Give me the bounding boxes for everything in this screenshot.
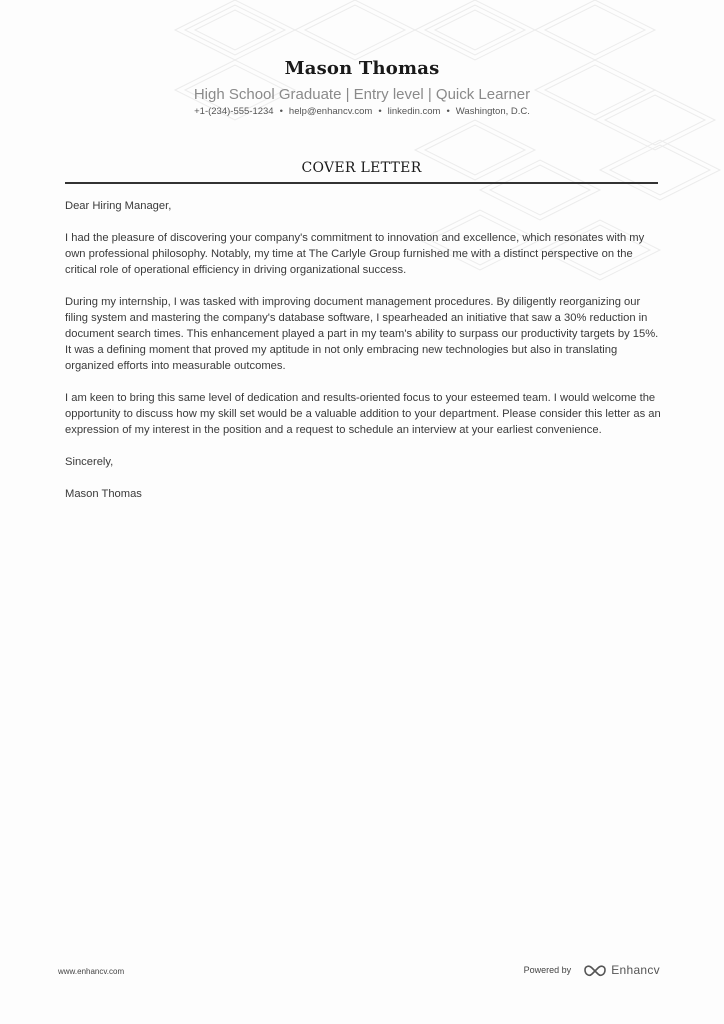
- powered-by-label: Powered by: [523, 965, 572, 975]
- signature: Mason Thomas: [65, 488, 142, 500]
- separator-dot-icon: •: [446, 106, 450, 117]
- contact-line: [0, 106, 724, 117]
- letter-paragraph-2: During my internship, I was tasked with improving document management procedures. By diligently reorganizing our filing system and mastering the company's database software, I spearheaded an initiative that saw a 30% reduction in document search times. This enhancement played a part in my team's ability to surpass our productivity targets by 15%. It was a defining moment that proved my aptitude in not only embracing new technologies but also in translating organized efforts into measurable outcomes.: [65, 296, 659, 372]
- contact-linkedin[interactable]: linkedin.com: [387, 106, 441, 117]
- enhancv-brand-name: Enhancv: [611, 963, 660, 977]
- candidate-name: Mason Thomas: [284, 58, 440, 79]
- enhancv-logo-icon: [583, 963, 607, 977]
- salutation: Dear Hiring Manager,: [65, 200, 172, 212]
- resume-header: [0, 58, 724, 117]
- candidate-subtitle: High School Graduate | Entry level | Quick Learner: [193, 86, 531, 103]
- footer-branding[interactable]: [524, 963, 660, 977]
- contact-location: Washington, D.C.: [455, 106, 530, 117]
- section-title: COVER LETTER: [301, 160, 422, 176]
- separator-dot-icon: •: [378, 106, 382, 117]
- separator-dot-icon: •: [279, 106, 283, 117]
- contact-email[interactable]: help@enhancv.com: [288, 106, 373, 117]
- letter-paragraph-1: I had the pleasure of discovering your company's commitment to innovation and excellence, which resonates with my own professional philosophy. Notably, my time at The Carlyle Group furnished me with a distinct perspective on the critical role of operational efficiency in driving organizational success.: [65, 232, 645, 276]
- closing: Sincerely,: [65, 456, 114, 468]
- letter-paragraph-3: I am keen to bring this same level of dedication and results-oriented focus to your esteemed team. I would welcome the opportunity to discuss how my skill set would be a valuable addition to your department. Please consider this letter as an expression of my interest in the position and a request to schedule an interview at your earliest convenience.: [65, 392, 661, 436]
- letter-body: [65, 198, 661, 518]
- contact-phone[interactable]: +1-(234)-555-1234: [194, 106, 274, 117]
- section-divider: [65, 182, 658, 184]
- footer-website-link[interactable]: www.enhancv.com: [58, 967, 125, 976]
